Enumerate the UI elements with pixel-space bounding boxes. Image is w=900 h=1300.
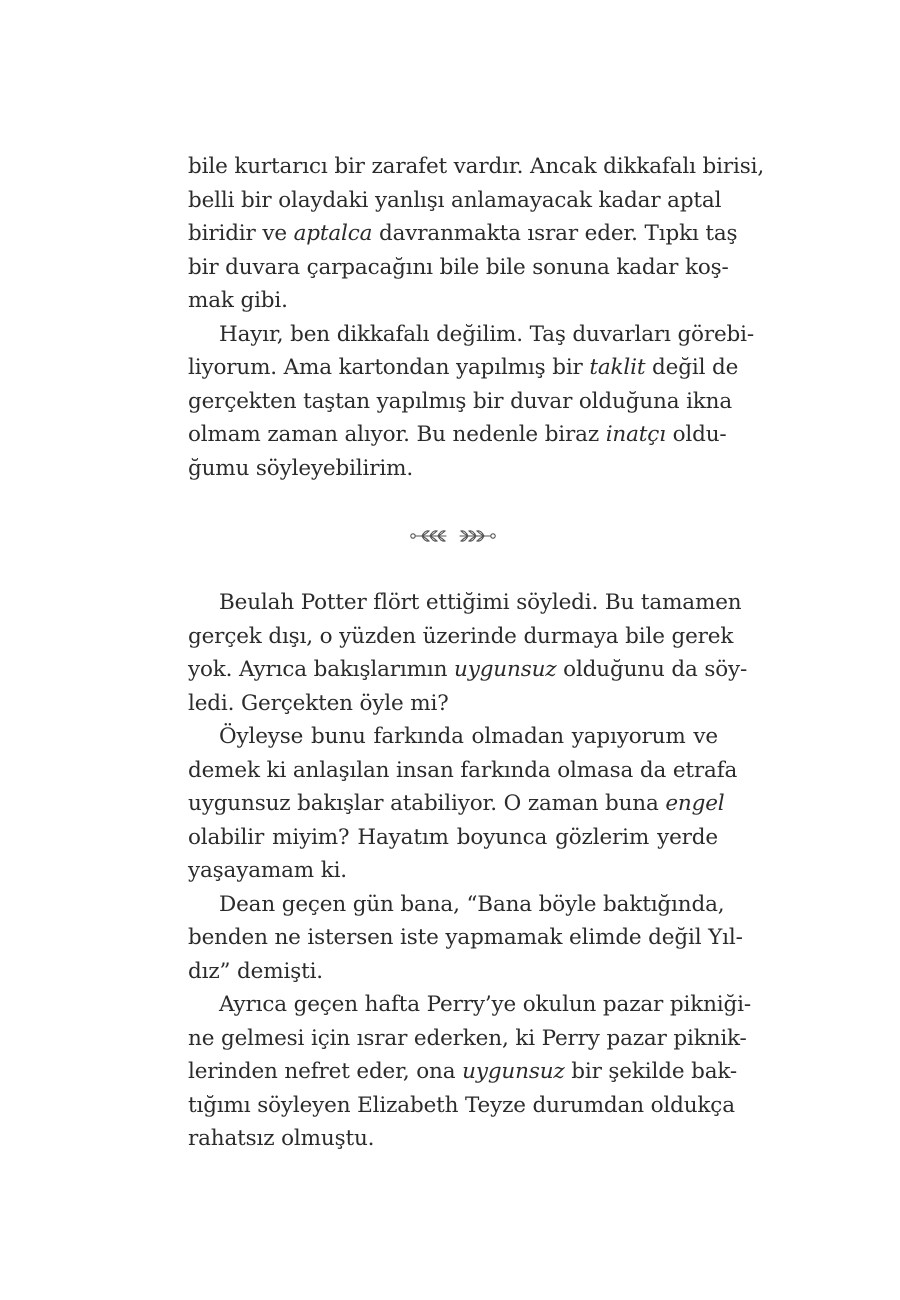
text-line	[188, 251, 729, 285]
text-run: ğumu söyleyebilirim.	[188, 455, 414, 481]
text-run: olmam zaman alıyor. Bu nedenle biraz	[188, 422, 606, 447]
text-line	[188, 418, 727, 452]
text-line	[188, 150, 765, 184]
text-run: Hayır, ben dikkafalı değilim. Taş duvarları görebi-	[219, 321, 755, 347]
text-run: liyorum. Ama kartondan yapılmış bir	[188, 355, 590, 380]
text-run: olduğunu da söy-	[556, 657, 748, 682]
paragraph	[188, 888, 743, 989]
italic-text: taklit	[589, 355, 646, 380]
text-run: benden ne istersen iste yapmamak elimde değil Yıl-	[188, 925, 743, 950]
text-line	[188, 988, 751, 1022]
text-run: mak gibi.	[188, 288, 288, 313]
text-line	[188, 754, 738, 788]
text-run: ledi. Gerçekten öyle mi?	[188, 690, 449, 716]
paragraph	[188, 988, 751, 1156]
text-line	[188, 1022, 747, 1056]
paragraph	[188, 720, 738, 888]
leaf-branch-divider-icon	[408, 526, 498, 546]
italic-text: aptalca	[293, 221, 373, 246]
text-line	[188, 452, 718, 486]
text-run: gerçekten taştan yapılmış bir duvar olduğuna ikna	[188, 388, 733, 414]
italic-text: engel	[665, 791, 725, 816]
text-line	[188, 586, 742, 620]
text-run: ne gelmesi için ısrar ederken, ki Perry pazar piknik-	[188, 1025, 747, 1051]
text-run: lerinden nefret eder, ona	[188, 1059, 463, 1084]
text-line	[188, 1122, 718, 1156]
text-run: tığımı söyleyen Elizabeth Teyze durumdan oldukça	[188, 1092, 735, 1118]
text-run: oldu-	[665, 422, 727, 447]
text-line	[188, 653, 748, 687]
text-run: Ayrıca geçen hafta Perry’ye okulun pazar pikniği-	[219, 992, 751, 1017]
text-line	[188, 854, 718, 888]
text-run: davranmakta ısrar eder. Tıpkı taş	[372, 221, 738, 246]
text-run: biridir ve	[188, 221, 294, 246]
text-run: gerçek dışı, o yüzden üzerinde durmaya bile gerek	[188, 623, 734, 649]
text-run: demek ki anlaşılan insan farkında olmasa da etrafa	[188, 757, 738, 783]
text-run: değil de	[645, 355, 739, 380]
text-line	[188, 687, 718, 721]
text-line	[188, 720, 718, 754]
italic-text: inatçı	[605, 422, 666, 447]
text-run: yaşayamam ki.	[188, 858, 347, 883]
section-divider	[188, 485, 718, 586]
text-run: dız” demişti.	[188, 958, 323, 984]
section-1	[188, 150, 765, 485]
text-line	[188, 1089, 735, 1123]
text-run: Öyleyse bunu farkında olmadan yapıyorum ve	[219, 724, 718, 749]
paragraph	[188, 318, 755, 486]
text-run: olabilir miyim? Hayatım boyunca gözlerim yerde	[188, 824, 718, 850]
text-line	[188, 318, 755, 352]
text-line	[188, 620, 734, 654]
text-run: uygunsuz bakışlar atabiliyor. O zaman buna	[188, 791, 666, 816]
paragraph	[188, 150, 765, 318]
text-run: bir şekilde bak-	[564, 1059, 737, 1084]
text-line	[188, 217, 738, 251]
italic-text: uygunsuz	[462, 1059, 565, 1084]
text-run: belli bir olaydaki yanlışı anlamayacak kadar aptal	[188, 187, 722, 213]
text-line	[188, 284, 718, 318]
paragraph	[188, 586, 748, 720]
text-line	[188, 351, 739, 385]
book-page	[188, 150, 765, 1156]
text-run: Dean geçen gün bana, “Bana böyle baktığında,	[219, 891, 725, 917]
text-run: Beulah Potter flört ettiğimi söyledi. Bu tamamen	[219, 590, 742, 615]
text-line	[188, 385, 733, 419]
italic-text: uygunsuz	[454, 657, 557, 682]
text-run: bir duvara çarpacağını bile bile sonuna kadar koş-	[188, 254, 729, 280]
text-line	[188, 955, 718, 989]
text-run: rahatsız olmuştu.	[188, 1126, 375, 1151]
text-line	[188, 921, 743, 955]
text-line	[188, 184, 722, 218]
text-run: yok. Ayrıca bakışlarımın	[188, 657, 454, 682]
text-line	[188, 1055, 737, 1089]
text-line	[188, 787, 725, 821]
text-run: bile kurtarıcı bir zarafet vardır. Ancak dikkafalı birisi,	[188, 154, 765, 179]
text-line	[188, 888, 725, 922]
section-2	[188, 586, 751, 1156]
text-line	[188, 821, 718, 855]
